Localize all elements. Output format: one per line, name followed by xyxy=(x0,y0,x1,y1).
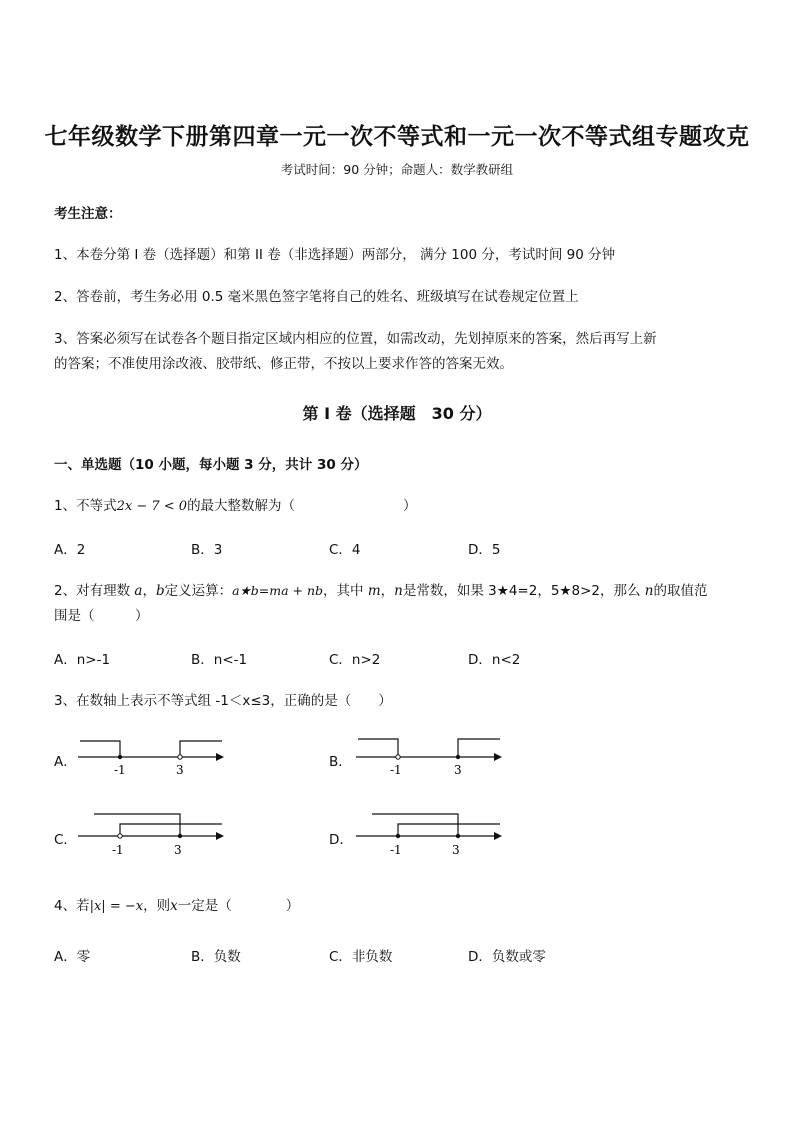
q1-prefix: 1、不等式 xyxy=(54,498,117,514)
q4-prefix: 4、若 xyxy=(54,898,90,914)
point-3 xyxy=(178,834,182,838)
question-1 xyxy=(54,494,417,514)
q2-var-n: n xyxy=(394,583,403,599)
q2-option-c[interactable]: C．n>2 xyxy=(329,652,381,668)
q3-option-b-label[interactable]: B． xyxy=(329,754,352,770)
point-neg1 xyxy=(118,755,122,759)
q4-mid: ，则 xyxy=(143,898,171,914)
ray-left xyxy=(80,741,120,757)
point-neg1 xyxy=(396,834,400,838)
q1-option-b[interactable]: B．3 xyxy=(191,542,223,558)
point-3 xyxy=(456,755,460,759)
point-3 xyxy=(456,834,460,838)
q3-option-a-label[interactable]: A． xyxy=(54,754,77,770)
notice-heading: 考生注意： xyxy=(54,206,122,222)
exam-title: 七年级数学下册第四章一元一次不等式和一元一次不等式组专题攻克 xyxy=(44,123,750,150)
point-neg1 xyxy=(396,755,400,759)
axis-arrow xyxy=(216,832,224,840)
q1-option-a[interactable]: A．2 xyxy=(54,542,86,558)
ray-right xyxy=(120,824,222,836)
ray-left xyxy=(358,739,398,757)
axis-arrow xyxy=(494,832,502,840)
q2-op-expr: a★b=ma + nb xyxy=(232,583,324,598)
question-3: 3、在数轴上表示不等式组 -1＜x≤3，正确的是（ ） xyxy=(54,693,392,709)
q3-number-line-a[interactable] xyxy=(76,735,236,780)
tick-3: 3 xyxy=(452,843,460,857)
ray-right xyxy=(398,824,500,836)
axis-arrow xyxy=(494,753,502,761)
point-3 xyxy=(178,755,182,759)
q4-var-x: x xyxy=(170,898,178,914)
q2-text-d: 是常数，如果 3★4=2，5★8>2，那么 xyxy=(402,583,641,599)
q2-option-a[interactable]: A．n>-1 xyxy=(54,652,111,668)
part-heading: 一、单选题（10 小题，每小题 3 分，共计 30 分） xyxy=(54,457,368,473)
axis-arrow xyxy=(216,753,224,761)
tick-3: 3 xyxy=(174,843,182,857)
tick-3: 3 xyxy=(176,763,184,777)
q4-abs-expr: |x| = −x xyxy=(89,899,144,914)
q2-var-n2: n xyxy=(644,583,654,599)
exam-subtitle: 考试时间：90 分钟；命题人：数学教研组 xyxy=(280,162,514,177)
ray-right xyxy=(458,739,500,757)
q2-var-b: b xyxy=(155,583,165,599)
q1-math: 2x − 7 < 0 xyxy=(116,499,188,514)
q2-sep2: ， xyxy=(380,583,395,599)
q4-suffix: 一定是（ ） xyxy=(177,898,300,914)
q2-option-d[interactable]: D．n<2 xyxy=(468,652,521,668)
ray-left xyxy=(94,814,180,836)
notice-item-2: 2、答卷前，考生务必用 0.5 毫米黑色签字笔将自己的姓名、班级填写在试卷规定位置上 xyxy=(54,289,579,305)
notice-item-3-cont: 的答案；不准使用涂改液、胶带纸、修正带，不按以上要求作答的答案无效。 xyxy=(54,356,513,372)
q2-var-a: a xyxy=(134,583,143,599)
tick-neg1: -1 xyxy=(112,843,124,857)
q1-suffix: 的最大整数解为（ ） xyxy=(187,498,417,514)
q4-option-c[interactable]: C．非负数 xyxy=(329,949,393,965)
question-4 xyxy=(54,894,299,914)
point-neg1 xyxy=(118,834,122,838)
q4-option-d[interactable]: D．负数或零 xyxy=(468,949,546,965)
tick-neg1: -1 xyxy=(114,763,126,777)
section-title: 第 I 卷（选择题 30 分） xyxy=(302,404,492,423)
q2-text-a: 2、对有理数 xyxy=(54,583,131,599)
tick-3: 3 xyxy=(454,763,462,777)
q2-sep1: ， xyxy=(142,583,156,599)
q3-number-line-d[interactable] xyxy=(354,808,514,858)
q1-option-d[interactable]: D．5 xyxy=(468,542,501,558)
question-2 xyxy=(54,579,708,599)
q2-option-b[interactable]: B．n<-1 xyxy=(191,652,248,668)
q4-option-b[interactable]: B．负数 xyxy=(191,949,241,965)
notice-item-3: 3、答案必须写在试卷各个题目指定区域内相应的位置，如需改动，先划掉原来的答案，然后再写上新 xyxy=(54,331,657,347)
tick-neg1: -1 xyxy=(390,843,402,857)
q1-option-c[interactable]: C．4 xyxy=(329,542,361,558)
q3-number-line-c[interactable] xyxy=(76,808,236,858)
q2-text-c: ，其中 xyxy=(323,583,364,599)
q2-line2: 围是（ ） xyxy=(54,608,149,624)
ray-right xyxy=(180,741,222,757)
q2-var-m: m xyxy=(367,583,381,599)
q2-text-e: 的取值范 xyxy=(653,583,708,599)
q3-option-d-label[interactable]: D． xyxy=(329,832,353,848)
notice-item-1: 1、本卷分第 I 卷（选择题）和第 II 卷（非选择题）两部分， 满分 100 分，考试时间 90 分钟 xyxy=(54,247,616,263)
q4-option-a[interactable]: A．零 xyxy=(54,949,91,965)
q2-text-b: 定义运算： xyxy=(164,583,233,599)
q3-number-line-b[interactable] xyxy=(354,735,514,780)
tick-neg1: -1 xyxy=(390,763,402,777)
ray-left xyxy=(372,814,458,836)
q3-option-c-label[interactable]: C． xyxy=(54,832,77,848)
